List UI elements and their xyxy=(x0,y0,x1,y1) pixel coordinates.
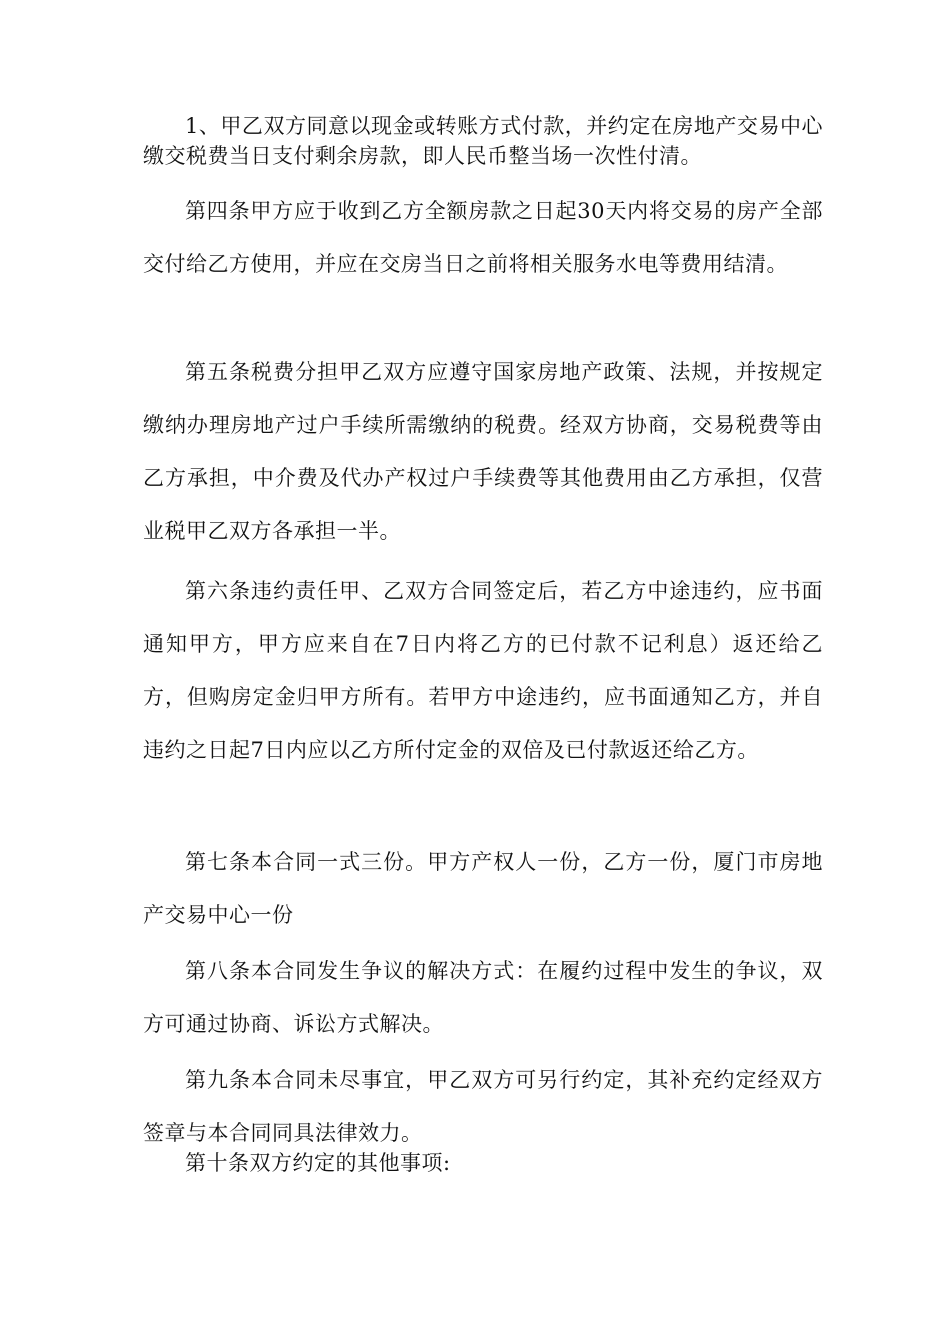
paragraph-article-9: 第九条本合同未尽事宜，甲乙双方可另行约定，其补充约定经双方签章与本合同同具法律效力。 xyxy=(143,1068,823,1145)
paragraph-article-7: 第七条本合同一式三份。甲方产权人一份，乙方一份，厦门市房地产交易中心一份 xyxy=(143,850,823,927)
paragraph-article-8: 第八条本合同发生争议的解决方式：在履约过程中发生的争议，双方可通过协商、诉讼方式解决。 xyxy=(143,959,823,1036)
paragraph-article-10: 第十条双方约定的其他事项: xyxy=(185,1151,451,1175)
paragraph-article-6: 第六条违约责任甲、乙双方合同签定后，若乙方中途违约，应书面通知甲方，甲方应来自在7日内将乙方的已付款不记利息）返还给乙方，但购房定金归甲方所有。若甲方中途违约，应书面通知乙方，并自违约之日起7日内应以乙方所付定金的双倍及已付款返还给乙方。 xyxy=(143,579,823,762)
paragraph-article-5: 第五条税费分担甲乙双方应遵守国家房地产政策、法规，并按规定缴纳办理房地产过户手续所需缴纳的税费。经双方协商，交易税费等由乙方承担，中介费及代办产权过户手续费等其他费用由乙方承担，仅营业税甲乙双方各承担一半。 xyxy=(143,360,823,543)
paragraph-article-4: 第四条甲方应于收到乙方全额房款之日起30天内将交易的房产全部交付给乙方使用，并应在交房当日之前将相关服务水电等费用结清。 xyxy=(143,199,823,276)
paragraph-payment-method: 1、甲乙双方同意以现金或转账方式付款，并约定在房地产交易中心缴交税费当日支付剩余房款，即人民币整当场一次性付清。 xyxy=(143,114,823,168)
